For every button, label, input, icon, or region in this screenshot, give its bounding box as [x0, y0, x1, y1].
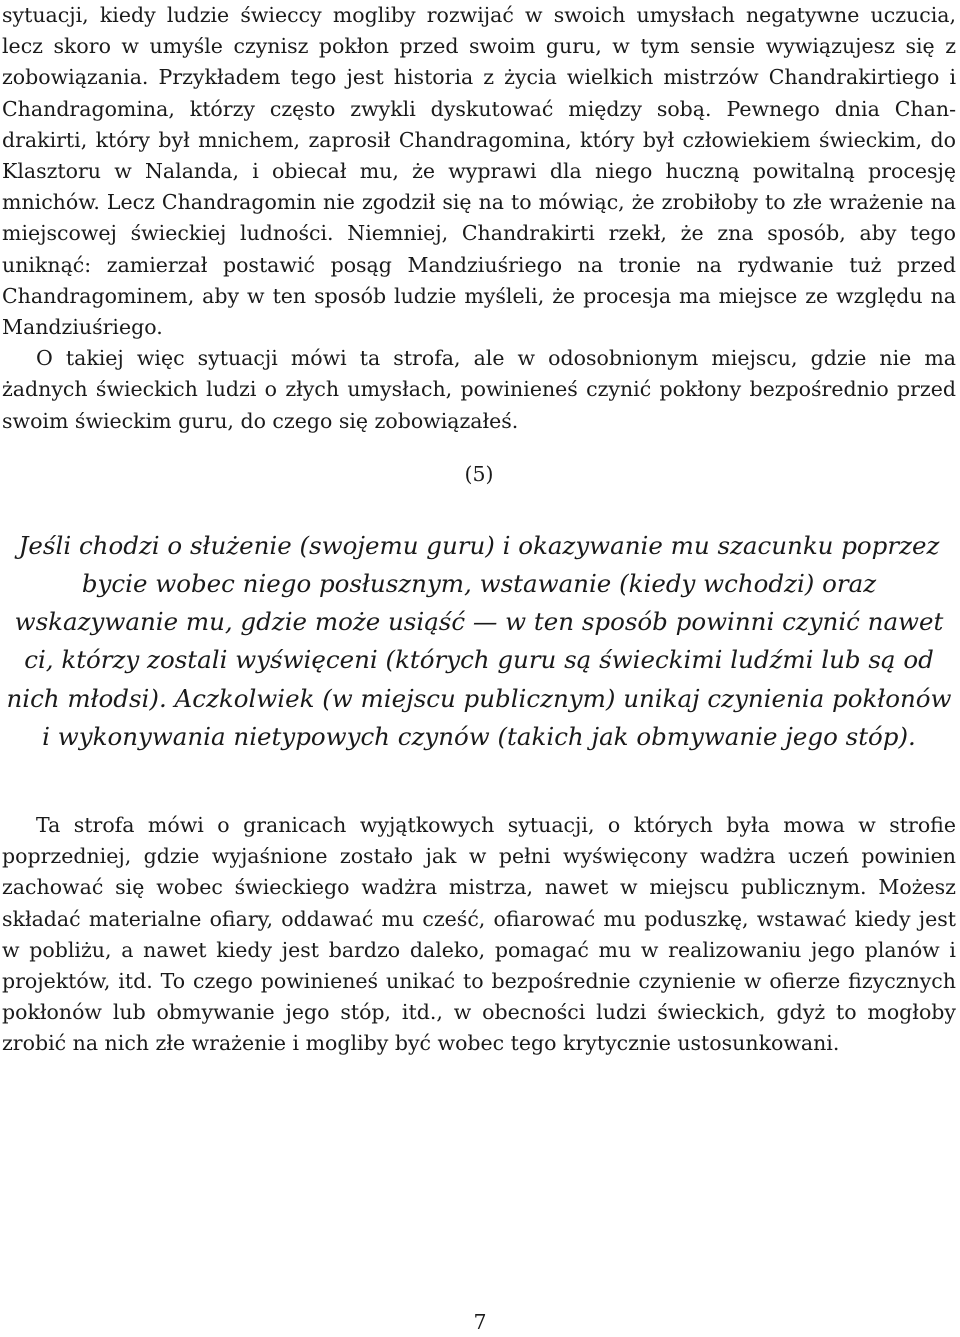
verse-text: Jeśli chodzi o służenie (swojemu guru) i okazywanie mu szacunku poprzez bycie wobec niego posłusznym, wstawanie (kiedy wchodzi) oraz wskazywanie mu, gdzie może usiąść — w ten sposób powinni czynić nawet ci, którzy zostali wyświęceni (których guru są świeckimi ludźmi lub są od nich młodsi). Aczkolwiek (w miejscu publicznym) unikaj czynienia pokłonów i wykonywania nietypowych czynów (takich jak obmywanie jego stóp). — [6, 530, 952, 751]
verse-number: (5) — [464, 461, 494, 486]
page-number: 7 — [473, 1310, 487, 1334]
document-page — [2, 0, 956, 1060]
body-paragraph: O takiej więc sytuacji mówi ta strofa, ale w odosobnionym miejscu, gdzie nie ma żadnych świeckich ludzi o złych umysłach, powinieneś czynić pokłony bezpośrednio przed swoim świeckim guru, do czego się zobowiązałeś. — [2, 346, 956, 433]
commentary-paragraph: Ta strofa mówi o granicach wyjątkowych sytuacji, o których była mowa w strofie poprzedniej, gdzie wyjaśnione zostało jak w pełni wyświęcony wadżra uczeń powinien zachować się wobec świeckiego wadżra mistrza, nawet w miejscu publicznym. Możesz składać materialne ofiary, oddawać mu cześć, ofiarować mu poduszkę, wstawać kiedy jest w pobliżu, a nawet kiedy jest bardzo daleko, pomagać mu w realizowaniu jego planów i projektów, itd. To czego powinieneś unikać to bezpośrednie czynienie w ofierze fizycznych pokłonów lub obmywanie jego stóp, itd., w obecności ludzi świeckich, gdyż to mogłoby zrobić na nich złe wrażenie i mogliby być wobec tego krytycznie ustosunkowani. — [2, 813, 956, 1056]
body-paragraph-continuation: sytuacji, kiedy ludzie świeccy mogliby rozwijać w swoich umysłach negatywne uczucia, lecz skoro w umyśle czynisz pokłon przed swoim guru, w tym sensie wywiązujesz się z zobowiązania. Przykładem tego jest historia z życia wielkich mistrzów Chandrakirtiego i Chandragomina, którzy często zwykli dyskutować między sobą. Pewnego dnia Chandrakirti, który był mnichem, zaprosił Chandragomina, który był człowiekiem świeckim, do Klasztoru w Nalanda, i obiecał mu, że wyprawi dla niego huczną powitalną procesję mnichów. Lecz Chandragomin nie zgodził się na to mówiąc, że zrobiłoby to złe wrażenie na miejscowej świeckiej ludności. Niemniej, Chandrakirti rzekł, że zna sposób, aby tego uniknąć: zamierzał postawić posąg Mandziuśriego na tronie na rydwanie tuż przed Chandragominem, aby w ten sposób ludzie myśleli, że procesja ma miejsce ze względu na Mandziuśriego. — [2, 3, 956, 340]
